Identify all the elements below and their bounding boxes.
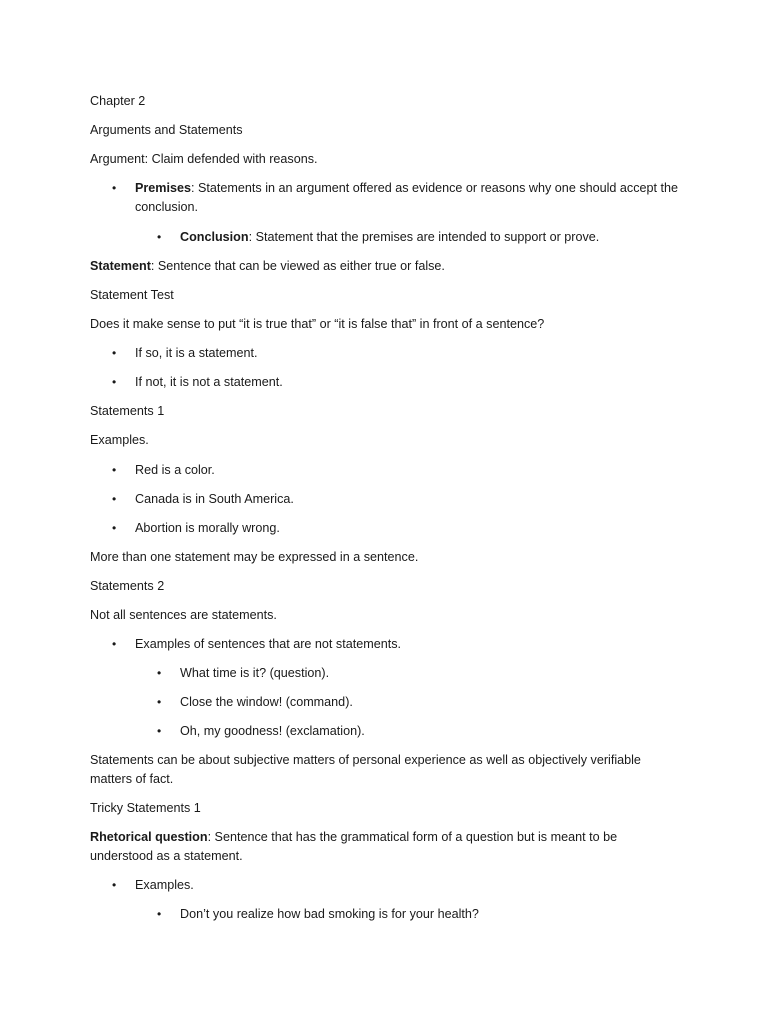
list-item: Don’t you realize how bad smoking is for your health? [180, 907, 479, 921]
argument-definition: Argument: Claim defended with reasons. [90, 152, 318, 166]
more-than-one-text: More than one statement may be expressed in a sentence. [90, 550, 419, 564]
statement-term: Statement [90, 259, 151, 273]
list-item: What time is it? (question). [180, 666, 330, 680]
statement-test-question: Does it make sense to put “it is true that” or “it is false that” in front of a sentence? [90, 317, 545, 331]
bullet-icon: • [157, 230, 162, 244]
bullet-icon: • [112, 346, 117, 360]
bullet-icon: • [112, 492, 117, 506]
bullet-icon: • [157, 666, 162, 680]
bullet-icon: • [112, 463, 117, 477]
statement-text: : Sentence that can be viewed as either true or false. [150, 259, 445, 273]
bullet-icon: • [112, 181, 117, 195]
conclusion-definition [180, 228, 680, 247]
list-item: Close the window! (command). [180, 695, 353, 709]
section-title: Arguments and Statements [90, 123, 243, 137]
chapter-heading: Chapter 2 [90, 94, 146, 108]
not-all-text: Not all sentences are statements. [90, 608, 277, 622]
bullet-icon: • [112, 521, 117, 535]
statement-definition [90, 257, 680, 276]
bullet-icon: • [157, 695, 162, 709]
conclusion-text: : Statement that the premises are intended to support or prove. [248, 230, 600, 244]
bullet-icon: • [112, 878, 117, 892]
list-item: Abortion is morally wrong. [135, 521, 280, 535]
tricky-statements-heading: Tricky Statements 1 [90, 801, 201, 815]
bullet-icon: • [112, 637, 117, 651]
premises-term: Premises [135, 181, 192, 195]
subjective-matters-text: Statements can be about subjective matters of personal experience as well as objectively verifiable matters of fact. [90, 753, 641, 786]
list-item: Oh, my goodness! (exclamation). [180, 724, 365, 738]
list-item: If so, it is a statement. [135, 346, 258, 360]
premises-definition [135, 179, 680, 217]
premises-text: : Statements in an argument offered as evidence or reasons why one should accept the conclusion. [135, 181, 679, 214]
statement-test-heading: Statement Test [90, 288, 174, 302]
conclusion-term: Conclusion [180, 230, 249, 244]
bullet-icon: • [157, 724, 162, 738]
bullet-icon: • [157, 907, 162, 921]
rhetorical-term: Rhetorical question [90, 830, 208, 844]
list-item: If not, it is not a statement. [135, 375, 283, 389]
examples-label: Examples. [90, 433, 149, 447]
bullet-icon: • [112, 375, 117, 389]
list-item: Examples of sentences that are not statements. [135, 637, 402, 651]
rhetorical-text: : Sentence that has the grammatical form of a question but is meant to be understood as a statement. [90, 830, 618, 863]
list-item: Examples. [135, 878, 194, 892]
statements2-heading: Statements 2 [90, 579, 165, 593]
rhetorical-definition [90, 828, 680, 866]
list-item: Canada is in South America. [135, 492, 294, 506]
list-item: Red is a color. [135, 463, 215, 477]
statements1-heading: Statements 1 [90, 404, 165, 418]
